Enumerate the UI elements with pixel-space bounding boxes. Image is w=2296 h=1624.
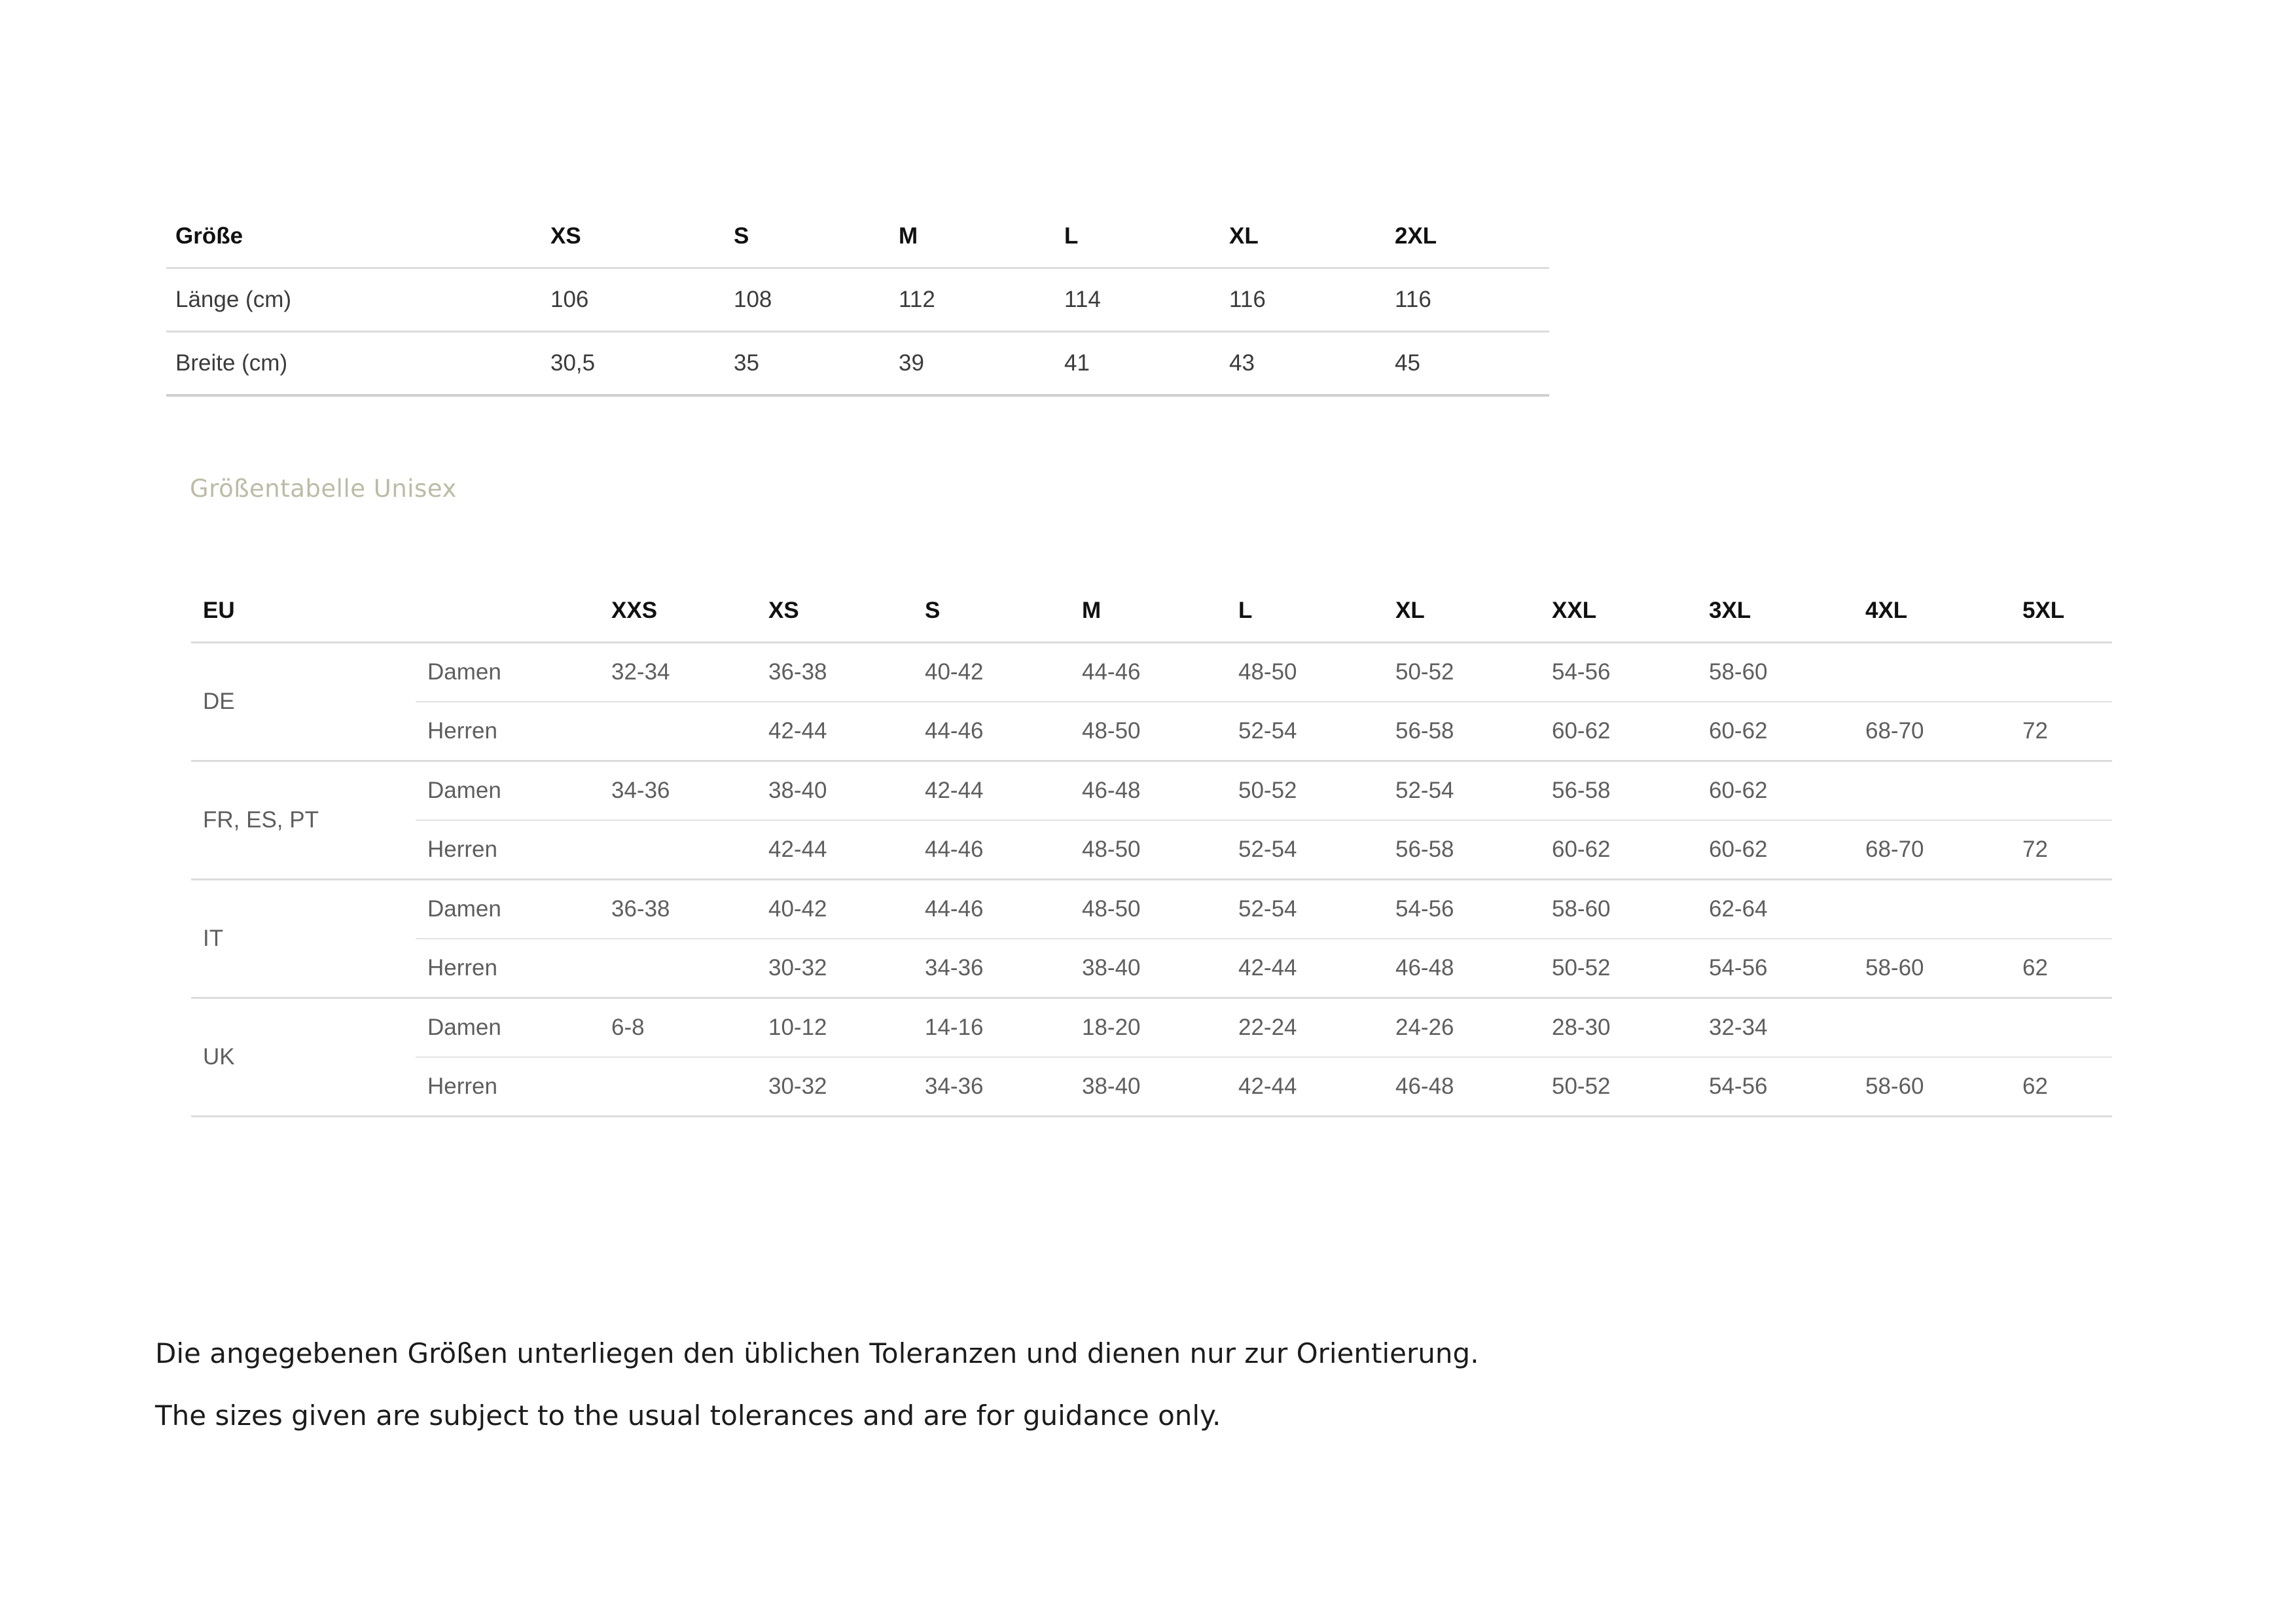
table-cell: 6-8 [600,998,757,1058]
table-cell: 54-56 [1540,643,1697,702]
table-row [191,939,2112,998]
table-cell: 34-36 [913,939,1070,998]
table-row [191,880,2112,939]
tolerance-note-german: Die angegebenen Größen unterliegen den üblichen Toleranzen und dienen nur zur Orientierung. [155,1337,1479,1369]
size-header-xs: XS [757,580,913,643]
region-label: UK [191,998,416,1117]
table-cell: 58-60 [1854,1057,2011,1117]
size-header-m: M [1070,580,1227,643]
table-cell: 60-62 [1697,761,1854,821]
table-cell: 42-44 [757,820,913,880]
unisex-table-title: Größentabelle Unisex [190,475,457,503]
table-cell: 72 [2011,702,2112,761]
table-cell: 34-36 [913,1057,1070,1117]
table-cell: 60-62 [1697,702,1854,761]
gender-label: Herren [416,1057,600,1117]
table-cell: 40-42 [913,643,1070,702]
table-cell: 30-32 [757,1057,913,1117]
table-cell: 30,5 [541,332,725,396]
measurement-header-row [166,206,1549,268]
table-cell: 68-70 [1854,820,2011,880]
size-header-4xl: 4XL [1854,580,2011,643]
gender-label: Herren [416,702,600,761]
table-cell [1854,761,2011,821]
table-cell: 44-46 [913,880,1070,939]
table-cell: 46-48 [1384,939,1540,998]
size-header-xs: XS [541,206,725,268]
unisex-size-table [191,580,2112,1117]
table-cell: 41 [1055,332,1220,396]
region-label: IT [191,880,416,998]
table-cell: 56-58 [1384,702,1540,761]
table-cell: 58-60 [1697,643,1854,702]
table-cell [2011,880,2112,939]
table-cell: 42-44 [1227,1057,1384,1117]
region-label: FR, ES, PT [191,761,416,880]
table-cell: 54-56 [1384,880,1540,939]
table-row [191,702,2112,761]
table-cell: 72 [2011,820,2112,880]
table-cell [600,1057,757,1117]
table-cell: 14-16 [913,998,1070,1058]
table-cell: 116 [1386,268,1549,332]
table-cell: 38-40 [1070,1057,1227,1117]
table-cell: 39 [889,332,1055,396]
table-cell: 44-46 [913,702,1070,761]
table-cell: 50-52 [1540,1057,1697,1117]
table-cell: 10-12 [757,998,913,1058]
table-cell: 60-62 [1540,702,1697,761]
table-cell: 56-58 [1384,820,1540,880]
table-cell: 50-52 [1384,643,1540,702]
gender-label: Damen [416,643,600,702]
measurement-table [166,206,1549,397]
gender-label: Damen [416,998,600,1058]
table-cell: 18-20 [1070,998,1227,1058]
table-cell: 62 [2011,939,2112,998]
table-cell [1854,998,2011,1058]
table-cell: 24-26 [1384,998,1540,1058]
table-cell: 52-54 [1227,880,1384,939]
size-label-header: Größe [166,206,541,268]
table-cell: 48-50 [1227,643,1384,702]
table-cell: 54-56 [1697,1057,1854,1117]
table-cell: 46-48 [1070,761,1227,821]
table-row [191,820,2112,880]
table-cell: 50-52 [1540,939,1697,998]
table-cell: 62-64 [1697,880,1854,939]
gender-label: Herren [416,939,600,998]
table-cell: 43 [1220,332,1386,396]
size-header-2xl: 2XL [1386,206,1549,268]
table-cell: 52-54 [1227,702,1384,761]
table-cell: 58-60 [1854,939,2011,998]
table-cell: 46-48 [1384,1057,1540,1117]
table-cell [600,702,757,761]
gender-label: Herren [416,820,600,880]
table-cell: 36-38 [600,880,757,939]
region-label: DE [191,643,416,761]
table-cell: 22-24 [1227,998,1384,1058]
table-cell [2011,761,2112,821]
size-header-s: S [725,206,889,268]
table-cell: 42-44 [1227,939,1384,998]
table-cell: 30-32 [757,939,913,998]
table-cell [1854,880,2011,939]
width-row [166,332,1549,396]
table-cell [600,820,757,880]
table-row [191,761,2112,821]
table-cell: 44-46 [1070,643,1227,702]
table-cell: 40-42 [757,880,913,939]
size-header-5xl: 5XL [2011,580,2112,643]
size-header-3xl: 3XL [1697,580,1854,643]
table-cell: 116 [1220,268,1386,332]
size-header-l: L [1055,206,1220,268]
table-cell: 38-40 [757,761,913,821]
region-header: EU [191,580,416,643]
table-cell: 62 [2011,1057,2112,1117]
size-header-xl: XL [1220,206,1386,268]
table-cell: 56-58 [1540,761,1697,821]
table-cell: 35 [725,332,889,396]
length-row [166,268,1549,332]
table-cell: 42-44 [757,702,913,761]
table-cell: 50-52 [1227,761,1384,821]
table-cell: 34-36 [600,761,757,821]
table-cell: 52-54 [1227,820,1384,880]
table-cell: 108 [725,268,889,332]
size-header-l: L [1227,580,1384,643]
table-cell: 48-50 [1070,702,1227,761]
table-cell: 60-62 [1697,820,1854,880]
table-cell: 42-44 [913,761,1070,821]
table-cell [2011,998,2112,1058]
table-cell: 114 [1055,268,1220,332]
table-cell: 112 [889,268,1055,332]
table-cell: 28-30 [1540,998,1697,1058]
table-cell: 48-50 [1070,880,1227,939]
table-row [191,643,2112,702]
table-row [191,1057,2112,1117]
table-cell: 54-56 [1697,939,1854,998]
table-cell: 48-50 [1070,820,1227,880]
row-label: Breite (cm) [166,332,541,396]
gender-label: Damen [416,880,600,939]
table-cell [2011,643,2112,702]
table-cell: 36-38 [757,643,913,702]
size-header-s: S [913,580,1070,643]
table-cell: 38-40 [1070,939,1227,998]
table-cell: 32-34 [1697,998,1854,1058]
table-cell: 44-46 [913,820,1070,880]
table-cell [1854,643,2011,702]
row-label: Länge (cm) [166,268,541,332]
size-header-xxs: XXS [600,580,757,643]
table-cell: 60-62 [1540,820,1697,880]
table-cell: 58-60 [1540,880,1697,939]
table-cell: 106 [541,268,725,332]
gender-label: Damen [416,761,600,821]
table-row [191,998,2112,1058]
size-header-xxl: XXL [1540,580,1697,643]
unisex-header-row [191,580,2112,643]
table-cell: 45 [1386,332,1549,396]
unisex-table-body [191,643,2112,1117]
table-cell [600,939,757,998]
table-cell: 32-34 [600,643,757,702]
size-header-m: M [889,206,1055,268]
gender-header [416,580,600,643]
tolerance-note-english: The sizes given are subject to the usual tolerances and are for guidance only. [155,1399,1221,1432]
table-cell: 52-54 [1384,761,1540,821]
size-header-xl: XL [1384,580,1540,643]
table-cell: 68-70 [1854,702,2011,761]
